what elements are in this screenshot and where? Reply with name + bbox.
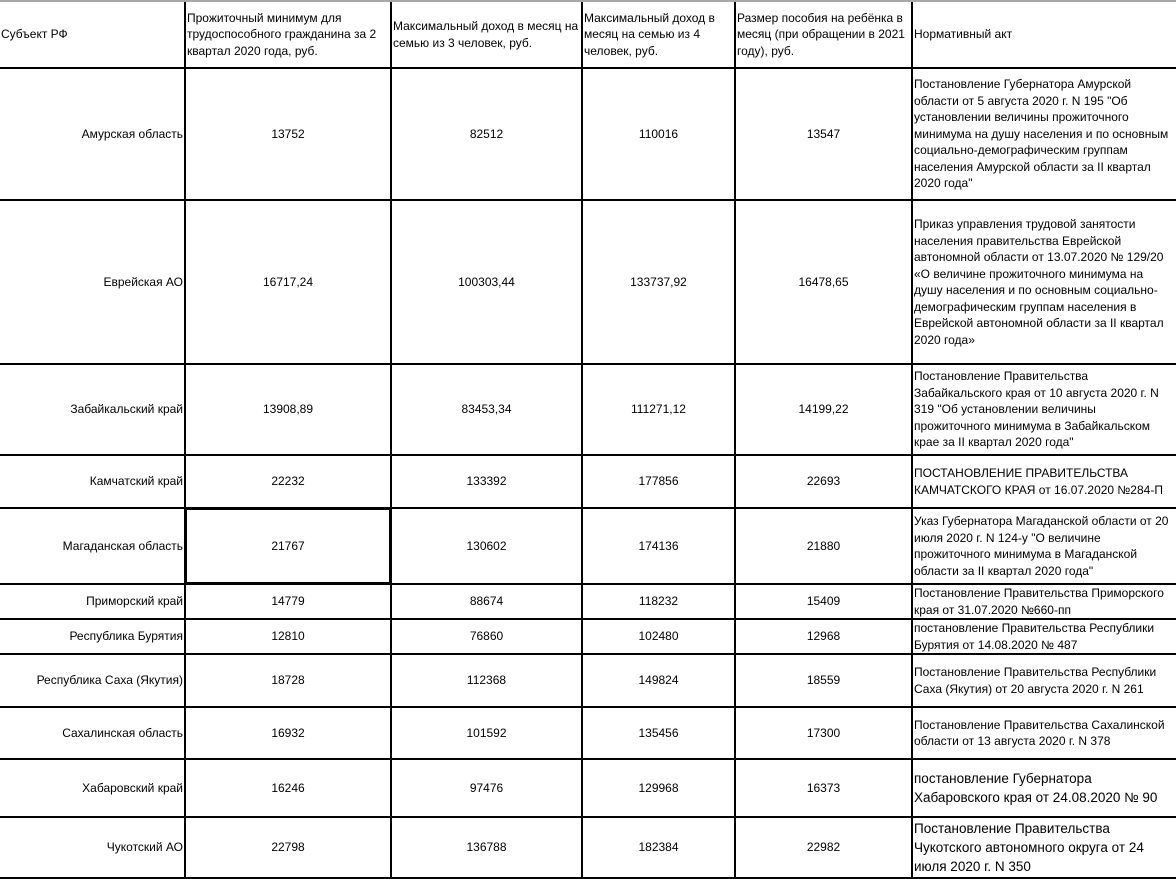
header-income-4[interactable]: Максимальный доход в месяц на семью из 4 человек, руб.	[582, 2, 735, 68]
header-benefit[interactable]: Размер пособия на ребёнка в месяц (при обращении в 2021 году), руб.	[735, 2, 912, 68]
cell-income-3[interactable]: 133392	[391, 455, 582, 508]
cell-act[interactable]: Постановление Правительства Чукотского автономного округа от 24 июля 2020 г. N 350	[912, 817, 1176, 878]
cell-region[interactable]: Республика Бурятия	[0, 619, 185, 654]
cell-act[interactable]: Постановление Правительства Забайкальского края от 10 августа 2020 г. N 319 "Об установлении величины прожиточного минимума в Забайкальском крае за II квартал 2020 года"	[912, 364, 1176, 455]
table-row	[0, 619, 1176, 654]
cell-region[interactable]: Магаданская область	[0, 508, 185, 584]
table-row	[0, 68, 1176, 200]
spreadsheet-table	[0, 2, 1176, 879]
cell-act[interactable]: ПОСТАНОВЛЕНИЕ ПРАВИТЕЛЬСТВА КАМЧАТСКОГО КРАЯ от 16.07.2020 №284-П	[912, 455, 1176, 508]
cell-subsistence[interactable]: 12810	[185, 619, 391, 654]
cell-subsistence[interactable]: 22798	[185, 817, 391, 878]
cell-income-3[interactable]: 100303,44	[391, 200, 582, 364]
cell-income-4[interactable]: 149824	[582, 654, 735, 707]
cell-income-3[interactable]: 76860	[391, 619, 582, 654]
cell-region[interactable]: Амурская область	[0, 68, 185, 200]
cell-income-3[interactable]: 112368	[391, 654, 582, 707]
cell-region[interactable]: Республика Саха (Якутия)	[0, 654, 185, 707]
cell-subsistence[interactable]: 13908,89	[185, 364, 391, 455]
cell-subsistence[interactable]: 16932	[185, 707, 391, 759]
table-row	[0, 200, 1176, 364]
cell-act[interactable]: Указ Губернатора Магаданской области от 20 июля 2020 г. N 124-у "О величине прожиточного минимума в Магаданской области за II квартал 2020 года"	[912, 508, 1176, 584]
table-row	[0, 654, 1176, 707]
cell-income-3[interactable]: 83453,34	[391, 364, 582, 455]
header-act[interactable]: Нормативный акт	[912, 2, 1176, 68]
cell-region[interactable]: Камчатский край	[0, 455, 185, 508]
cell-subsistence[interactable]: 16717,24	[185, 200, 391, 364]
cell-subsistence[interactable]: 18728	[185, 654, 391, 707]
table-row	[0, 759, 1176, 817]
cell-benefit[interactable]: 17300	[735, 707, 912, 759]
cell-income-4[interactable]: 118232	[582, 584, 735, 619]
table-row	[0, 817, 1176, 878]
cell-income-3[interactable]: 136788	[391, 817, 582, 878]
cell-region[interactable]: Забайкальский край	[0, 364, 185, 455]
cell-income-4[interactable]: 174136	[582, 508, 735, 584]
cell-income-4[interactable]: 177856	[582, 455, 735, 508]
cell-region[interactable]: Еврейская АО	[0, 200, 185, 364]
table-row	[0, 455, 1176, 508]
cell-region[interactable]: Хабаровский край	[0, 759, 185, 817]
header-row	[0, 2, 1176, 68]
cell-income-4[interactable]: 133737,92	[582, 200, 735, 364]
cell-region[interactable]: Сахалинская область	[0, 707, 185, 759]
cell-act[interactable]: Постановление Правительства Республики Саха (Якутия) от 20 августа 2020 г. N 261	[912, 654, 1176, 707]
table-row	[0, 584, 1176, 619]
header-income-3[interactable]: Максимальный доход в месяц на семью из 3 человек, руб.	[391, 2, 582, 68]
cell-benefit[interactable]: 22693	[735, 455, 912, 508]
cell-act[interactable]: постановление Правительства Республики Бурятия от 14.08.2020 № 487	[912, 619, 1176, 654]
cell-income-4[interactable]: 110016	[582, 68, 735, 200]
header-subsistence[interactable]: Прожиточный минимум для трудоспособного гражданина за 2 квартал 2020 года, руб.	[185, 2, 391, 68]
cell-benefit[interactable]: 22982	[735, 817, 912, 878]
cell-benefit[interactable]: 14199,22	[735, 364, 912, 455]
cell-subsistence[interactable]: 14779	[185, 584, 391, 619]
cell-subsistence-selected[interactable]: 21767	[185, 508, 391, 584]
cell-benefit[interactable]: 16478,65	[735, 200, 912, 364]
table-row	[0, 364, 1176, 455]
cell-income-4[interactable]: 129968	[582, 759, 735, 817]
cell-benefit[interactable]: 15409	[735, 584, 912, 619]
cell-benefit[interactable]: 13547	[735, 68, 912, 200]
cell-subsistence[interactable]: 22232	[185, 455, 391, 508]
cell-income-3[interactable]: 130602	[391, 508, 582, 584]
cell-subsistence[interactable]: 13752	[185, 68, 391, 200]
cell-act[interactable]: постановление Губернатора Хабаровского края от 24.08.2020 № 90	[912, 759, 1176, 817]
header-region[interactable]: Субъект РФ	[0, 2, 185, 68]
cell-benefit[interactable]: 21880	[735, 508, 912, 584]
cell-benefit[interactable]: 16373	[735, 759, 912, 817]
cell-income-4[interactable]: 135456	[582, 707, 735, 759]
cell-act[interactable]: Постановление Правительства Приморского края от 31.07.2020 №660-пп	[912, 584, 1176, 619]
cell-benefit[interactable]: 12968	[735, 619, 912, 654]
cell-benefit[interactable]: 18559	[735, 654, 912, 707]
cell-income-3[interactable]: 82512	[391, 68, 582, 200]
cell-subsistence[interactable]: 16246	[185, 759, 391, 817]
cell-income-4[interactable]: 102480	[582, 619, 735, 654]
cell-income-3[interactable]: 88674	[391, 584, 582, 619]
cell-income-3[interactable]: 97476	[391, 759, 582, 817]
cell-act[interactable]: Постановление Правительства Сахалинской области от 13 августа 2020 г. N 378	[912, 707, 1176, 759]
table-row	[0, 508, 1176, 584]
table-row	[0, 707, 1176, 759]
cell-act[interactable]: Приказ управления трудовой занятости населения правительства Еврейской автономной области от 13.07.2020 № 129/20 «О величине прожиточного минимума на душу населения и по основным социально-демографическим группам населения в Еврейской автономной области за II квартал 2020 года»	[912, 200, 1176, 364]
cell-region[interactable]: Чукотский АО	[0, 817, 185, 878]
cell-act[interactable]: Постановление Губернатора Амурской области от 5 августа 2020 г. N 195 "Об установлении величины прожиточного минимума на душу населения и по основным социально-демографическим группам населения Амурской области за II квартал 2020 года"	[912, 68, 1176, 200]
cell-income-4[interactable]: 182384	[582, 817, 735, 878]
cell-income-4[interactable]: 111271,12	[582, 364, 735, 455]
cell-income-3[interactable]: 101592	[391, 707, 582, 759]
cell-region[interactable]: Приморский край	[0, 584, 185, 619]
